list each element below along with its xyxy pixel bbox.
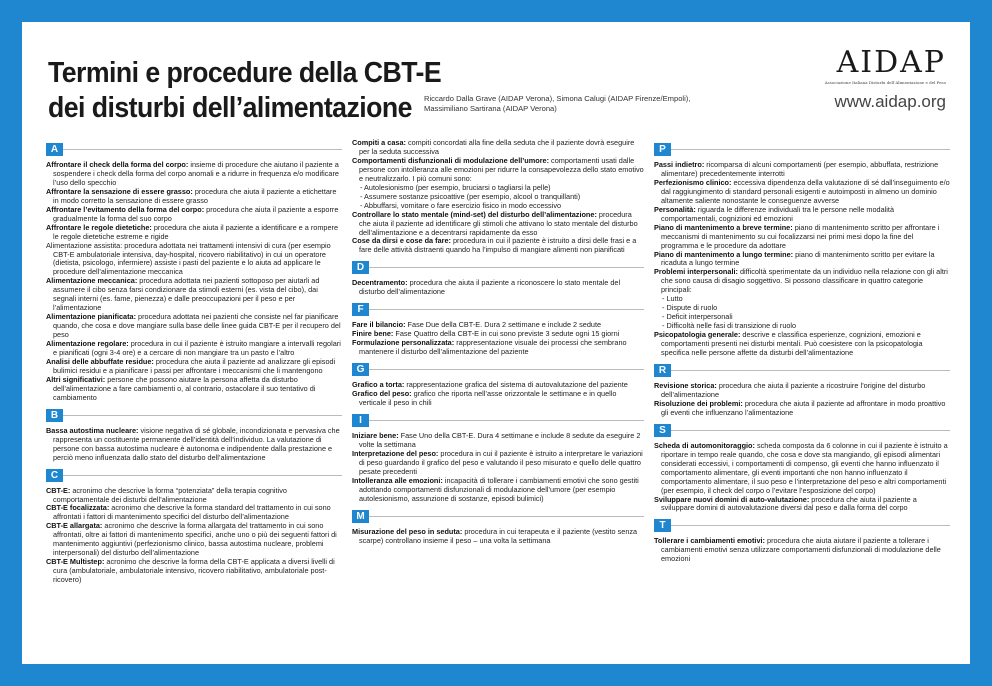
section-header-a bbox=[46, 143, 342, 156]
section-letter: C bbox=[46, 469, 63, 482]
glossary-entry: CBT-E focalizzata: acronimo che descrive la forma standard del trattamento in cui sono affrontati i fattori di mantenimento specifici del disturbo dell’alimentazione bbox=[46, 503, 331, 522]
glossary-entry: Intolleranza alle emozioni: incapacità di tollerare i cambiamenti emotivi che sono gestiti adottando comportamenti disfunzionali di modulazione dell’umore (per esempio autolesionismo, assunzione di sostanze, episodi bulimici) bbox=[352, 475, 639, 503]
glossary-entry: Revisione storica: procedura che aiuta il paziente a ricostruire l’origine del disturbo dell’alimentazione bbox=[654, 380, 926, 399]
glossary-entry: Controllare lo stato mentale (mind-set) del disturbo dell’alimentazione: procedura che aiuta il paziente ad identificare gli stimoli che attivano lo stato mentale del disturbo dell’alimentazione e a decentrarsi rapidamente da esso bbox=[352, 209, 638, 237]
column-3 bbox=[654, 140, 950, 564]
list-item: - Deficit interpersonali bbox=[662, 312, 733, 322]
glossary-entry: Affrontare il check della forma del corpo: insieme di procedure che aiutano il paziente a sospendere i check della forma del corpo anomali e a ridurre in frequenza e/o modificare l’uso dello specchio bbox=[46, 160, 339, 187]
title-line-1: Termini e procedure della CBT-E bbox=[48, 57, 442, 89]
glossary-entry: Bassa autostima nucleare: visione negativa di sé globale, incondizionata e pervasiva che rappresenta un costituente permanente dell’identità dell’individuo. La valutazione di persone con bassa autostima nucleare è autonoma e indipendente dalla prestazione e perciò meno influenzata dallo stato del disturbo dell’alimentazione bbox=[46, 425, 340, 462]
glossary-entry: Personalità: riguarda le differenze individuali tra le persone nelle modalità comportamentali, cognizioni ed emozioni bbox=[654, 204, 894, 223]
glossary-entry: Affrontare le regole dietetiche: procedura che aiuta il paziente a identificare e a rompere le regole dietetiche estreme e rigide bbox=[46, 222, 339, 241]
glossary-entry: Altri significativi: persone che possono aiutare la persona affetta da disturbo dell’alimentazione a fare cambiamenti o, al contrario, ostacolare il suo tentativo di cambiamento bbox=[46, 374, 316, 402]
section-letter: G bbox=[352, 363, 369, 376]
title-line-2: dei disturbi dell’alimentazione bbox=[48, 92, 412, 124]
glossary-entry: Tollerare i cambiamenti emotivi: procedura che aiuta aiutare il paziente a tollerare i cambiamenti emotivi senza utilizzare comportamenti disfunzionali di modulazione delle emozioni bbox=[654, 536, 941, 564]
poster bbox=[22, 22, 970, 664]
glossary-entry: Risoluzione dei problemi: procedura che aiuta il paziente ad affrontare in modo proattivo gli eventi che influenzano l’alimentazione bbox=[654, 398, 946, 417]
glossary-entry: Passi indietro: ricomparsa di alcuni comportamenti (per esempio, abbuffata, restrizione alimentare) precedentemente interrotti bbox=[654, 160, 939, 178]
section-header-f bbox=[352, 303, 644, 316]
section-header-r bbox=[654, 364, 950, 377]
section-header-t bbox=[654, 519, 950, 532]
glossary-entry: CBT-E allargata: acronimo che descrive la forma allargata del trattamento in cui sono affrontati, oltre ai fattori di mantenimento specifici, anche uno o più dei seguenti fattori di mantenimento aggiuntivi (perfezionismo clinico, bassa autostima nucleare, problemi interpersonali) del disturbo dell’alimentazione bbox=[46, 521, 337, 558]
glossary-entry: Piano di mantenimento a breve termine: piano di mantenimento scritto per affrontare i meccanismi di mantenimento su cui focalizzarsi nei primi mesi dopo la fine del programma e le procedure da adottare bbox=[654, 222, 940, 250]
section-header-g bbox=[352, 363, 644, 376]
website-link[interactable]: www.aidap.org bbox=[834, 92, 946, 111]
section-letter: M bbox=[352, 510, 369, 523]
column-2 bbox=[352, 139, 644, 546]
glossary-entry: Fare il bilancio: Fase Due della CBT-E. Dura 2 settimane e include 2 sedute bbox=[352, 320, 602, 330]
glossary-entry: Problemi interpersonali: difficoltà sperimentate da un individuo nella relazione con gli altri che sono causa di disagio soggettivo. Si possono classificare in quattro categorie principali: bbox=[654, 267, 948, 295]
glossary-entry: Alimentazione pianificata: procedura adottata nei pazienti che consiste nel far pianificare quando, che cosa e dove mangiare sulla base delle linee guida CBT-E per il recupero del peso bbox=[46, 312, 341, 340]
glossary-entry: Alimentazione meccanica: procedura adottata nei pazienti sottoposo per aiutarli ad assumere il cibo senza farsi condizionare da stimoli esterni (es. vista del cibo), dai segnali interni (es. fame, pienezza) e dalle preoccupazioni per il peso e per l’alimentazione bbox=[46, 276, 320, 313]
list-item: - Lutto bbox=[662, 294, 683, 304]
list-item: - Difficoltà nelle fasi di transizione di ruolo bbox=[662, 321, 797, 331]
glossary-entry: Psicopatologia generale: descrive e classifica esperienze, cognizioni, emozioni e comportamenti presenti nei disturbi mentali. Può coesistere con la psicopatologia specifica nelle persone affette da disturbi dell’alimentazione bbox=[654, 330, 923, 358]
section-letter: T bbox=[654, 519, 671, 532]
section-letter: B bbox=[46, 409, 63, 422]
glossary-entry: Compiti a casa: compiti concordati alla fine della seduta che il paziente dovrà eseguire per la seduta successiva bbox=[352, 138, 635, 156]
logo-wordmark: AIDAP bbox=[836, 45, 946, 80]
authors: Riccardo Dalla Grave (AIDAP Verona), Simona Calugi (AIDAP Firenze/Empoli), Massimiliano Sartirana (AIDAP Verona) bbox=[424, 94, 691, 113]
glossary-entry: Alimentazione assistita: procedura adottata nei trattamenti intensivi di cura (per esempio CBT-E ambulatoriale intensiva, day-hospital, ricovero riabilitativo) in cui un operatore (dietista, psicologo, infermiere) assiste i pasti del paziente e lo aiuta ad applicare le procedure dell’alimentazione meccanica bbox=[46, 240, 331, 277]
glossary-entry: Decentramento: procedura che aiuta il paziente a riconoscere lo stato mentale del disturbo dell’alimentazione bbox=[352, 278, 621, 297]
list-item: - Abbuffarsi, vomitare o fare esercizio fisico in modo eccessivo bbox=[360, 200, 562, 210]
section-header-c bbox=[46, 469, 342, 482]
glossary-entry: Interpretazione del peso: procedura in cui il paziente è istruito a interpretare le variazioni di peso guardando il grafico del peso e valutando il peso misurato e quello delle quattro pesate precedenti bbox=[352, 448, 643, 476]
section-letter: S bbox=[654, 424, 671, 437]
glossary-entry: Perfezionismo clinico: eccessiva dipendenza della valutazione di sé dall’inseguimento e/o dal raggiungimento di standard personali esigenti e autoimposti in almeno un dominio altamente saliente nonostante le conseguenze avverse bbox=[654, 177, 950, 205]
section-header-i bbox=[352, 414, 644, 427]
glossary-entry: Affrontare la sensazione di essere grasso: procedura che aiuta il paziente a etichettare in modo corretto la sensazione di essere grasso bbox=[46, 186, 337, 205]
glossary-entry: Iniziare bene: Fase Uno della CBT-E. Dura 4 settimane e include 8 sedute da eseguire 2 volte la settimana bbox=[352, 430, 641, 449]
section-header-d bbox=[352, 261, 644, 274]
glossary-entry: CBT-E: acronimo che descrive la forma “potenziata” della terapia cognitivo comportamentale dei disturbi dell’alimentazione bbox=[46, 485, 287, 504]
list-item: - Autolesionismo (per esempio, bruciarsi o tagliarsi la pelle) bbox=[360, 182, 551, 192]
section-header-s bbox=[654, 424, 950, 437]
section-header-m bbox=[352, 510, 644, 523]
glossary-entry: Cose da dirsi e cose da fare: procedura in cui il paziente è istruito a dirsi delle frasi e a fare delle attività distraenti quando ha l’impulso di mangiare alimenti non pianificati bbox=[352, 236, 637, 255]
glossary-entry: Grafico del peso: grafico che riporta nell’asse orizzontale le settimane e in quello verticale il peso in chili bbox=[352, 389, 617, 408]
list-item: - Assumere sostanze psicoattive (per esempio, alcool o tranquillanti) bbox=[360, 191, 581, 201]
section-letter: F bbox=[352, 303, 369, 316]
section-letter: P bbox=[654, 143, 671, 156]
aidap-logo bbox=[814, 46, 946, 113]
logo-subtitle: Associazione Italiana Disturbi dell’Alimentazione e del Peso bbox=[824, 80, 946, 85]
section-header-p bbox=[654, 143, 950, 156]
list-item: - Dispute di ruolo bbox=[662, 303, 718, 313]
glossary-entry: Piano di mantenimento a lungo termine: piano di mantenimento scritto per evitare la ricaduta a lungo termine bbox=[654, 249, 935, 268]
page-title bbox=[48, 56, 441, 126]
glossary-entry: Misurazione del peso in seduta: procedura in cui terapeuta e il paziente (vestito senza scarpe) controllano insieme il peso – una volta la settimana bbox=[352, 526, 638, 545]
section-letter: D bbox=[352, 261, 369, 274]
section-letter: A bbox=[46, 143, 63, 156]
glossary-entry: Alimentazione regolare: procedura in cui il paziente è istruito mangiare a intervalli regolari e pianificati (ogni 3-4 ore) e a cercare di non mangiare tra un pasto e l’altro bbox=[46, 339, 341, 358]
glossary-entry: Formulazione personalizzata: rappresentazione visuale dei processi che sembrano mantenere il disturbo dell’alimentazione del paziente bbox=[352, 338, 627, 357]
glossary-entry: Affrontare l’evitamento della forma del corpo: procedura che aiuta il paziente a esporre gradualmente la forma del suo corpo bbox=[46, 204, 339, 223]
section-letter: I bbox=[352, 414, 369, 427]
section-header-b bbox=[46, 409, 342, 422]
section-letter: R bbox=[654, 364, 671, 377]
glossary-entry: Scheda di automonitoraggio: scheda composta da 6 colonne in cui il paziente è istruito a riportare in tempo reale quando, che cosa e dove sta mangiando, gli episodi alimentari considerati eccessivi, i comportamenti di compenso, gli eventi che hanno influenzato il comportamento alimentare, gli eventi importanti che non hanno influenzato il comportamento alimentare, il suo peso e l’interpretazione del peso e altri comportamenti (per esempio, il check del corpo o l’evitare l’esposizione del corpo) bbox=[654, 440, 948, 495]
glossary-entry: CBT-E Multistep: acronimo che descrive la forma della CBT-E applicata a diversi livelli di cura (ambulatoriale, ambulatoriale intensivo, ricovero riabilitativo, ambulatoriale post-ricovero) bbox=[46, 557, 335, 585]
glossary-entry: Analisi delle abbuffate residue: procedura che aiuta il paziente ad analizzare gli episodi bulimici residui e a pianificare i passi per affrontare i meccanismi che li mantengono bbox=[46, 356, 336, 375]
glossary-entry: Grafico a torta: rappresentazione grafica del sistema di autovalutazione del paziente bbox=[352, 380, 628, 390]
glossary-entry: Sviluppare nuovi domini di auto-valutazione: procedura che aiuta il paziente a sviluppare domini di autovalutazione diversi dal peso e dalla forma del corpo bbox=[654, 494, 917, 513]
column-1 bbox=[46, 140, 342, 585]
glossary-entry: Finire bene: Fase Quattro della CBT-E in cui sono previste 3 sedute ogni 15 giorni bbox=[352, 329, 620, 339]
glossary-entry: Comportamenti disfunzionali di modulazione dell’umore: comportamenti usati dalle persone con intolleranza alle emozioni per ridurre la consapevolezza dello stato emotivo e neutralizzarlo. I più comuni sono: bbox=[352, 155, 644, 183]
